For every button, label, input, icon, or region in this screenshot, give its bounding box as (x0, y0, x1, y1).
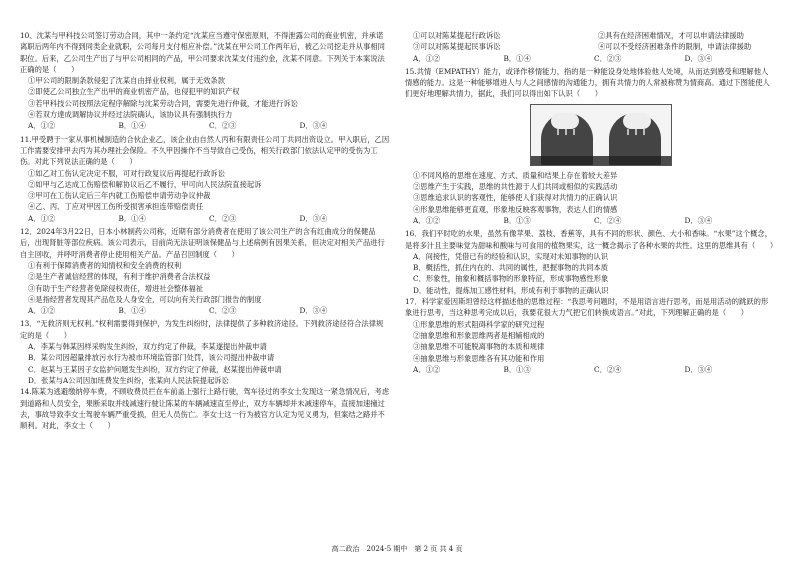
question-stem: 17．科学家爱因斯坦曾经这样描述他的思维过程：“我思考问题时，不是用语言进行思考，而是用活动的跳跃的形象进行思考，当这种思考完成以后，我要花很大力气把它们转换成语言。”对此，下列理解正确的是（ ） (405, 297, 769, 318)
option: C．赵某与王某因子女监护问题发生纠纷，双方约定了仲裁，赵某提出仲裁申请 (28, 364, 282, 374)
question-15 (405, 66, 775, 226)
choice-a: A．①② (413, 53, 441, 63)
question-17 (405, 296, 775, 375)
rain-cloud-icon (623, 113, 651, 129)
choice-a: A．①② (413, 364, 441, 374)
option: ④乙、丙、丁应对甲因工伤所受损害承担连带赔偿责任 (28, 202, 204, 212)
raindrop-icon (573, 129, 575, 135)
choice-b: B．①③ (503, 364, 531, 374)
option: ①形象思维的形式阻碍科学家的研究过程 (413, 319, 545, 329)
option: D．张某与A公司因加班费发生纠纷，张某向人民法院提起诉讼 (28, 375, 229, 385)
choice-d: D．③④ (684, 53, 713, 63)
raindrop-icon (557, 129, 559, 135)
option: ④可以不受经济困难条件的限制，申请法律援助 (598, 42, 752, 52)
option: ②思维产生于实践，思维的共性源于人们共同或相似的实践活动 (413, 182, 618, 192)
option: ①可以对陈某提起行政诉讼 (413, 31, 501, 40)
question-14-continued (405, 30, 775, 64)
question-stem: 12．2024年3月22日，日本小林制药公司称，近期有部分消费者在使用了该公司生产的含有红曲成分的保健品后，出现肾脏等部位疾病。该公司表示，目前尚无法证明该保健品与上述病例有因果关系，但决定对相关产品进行自主回收，并呼吁消费者停止使用相关产品。产品召回制度（ ） (20, 227, 385, 259)
option: A．李某与韩某因样采购发生纠纷，双方约定了仲裁，李某遂提出仲裁申请 (28, 342, 267, 352)
question-stem: 15.共情（EMPATHY）能力，或译作移情能力，指的是一种能设身处地体验他人处境，从而达到感受和理解他人情感的能力。这是一种能够增进人与人之间感情的沟通能力，拥有共情力的人常被称赞为情商高。通过下图能使人们更好地理解共情力，据此，我们可以得出如下认识（ ） (405, 66, 770, 99)
option: ④若双方達成调解协议并经过法院确认，该协议具有强制执行力 (28, 110, 233, 120)
question-12 (20, 226, 390, 316)
choice-c: C．②③ (209, 213, 237, 223)
option: ②是生产者诚信经营的体现，有利于维护消费者合法权益 (28, 272, 211, 282)
raindrop-icon (643, 129, 645, 135)
choice-a: A．①② (28, 306, 56, 316)
choice-c: C．②③ (209, 121, 237, 131)
choice-a: A．①② (413, 215, 441, 225)
option: ④是指经营者发现其产品危及人身安全，可以向有关行政部门报告的制度 (28, 294, 262, 304)
answer-choices (20, 305, 390, 316)
option: ④抽象思维与形象思维各有其功能和作用 (413, 353, 545, 363)
option: ①不同风格的思维在速度、方式、质量和结果上存在着较大差异 (413, 170, 618, 180)
question-14 (20, 386, 390, 431)
choice-c: C．②③ (209, 306, 237, 316)
empathy-illustration (530, 104, 672, 166)
question-stem: 16．我们平时吃的水果，虽然有像苹果、荔枝、香蕉等，具有不同的形状、颜色、大小和香味。“水果”这个概念，是将多汁且主要味觉为甜味和酸味与可食用的植物果实，这一概念揭示了各种水果的共性。这里的思维具有（ ） (405, 229, 778, 250)
choice-d: D．③④ (299, 121, 328, 131)
question-11 (20, 134, 390, 224)
choice-a: A．①② (28, 213, 56, 223)
option: ③思维追求认识的客观性，能够使人们获得对共情力的正确认识 (413, 193, 618, 203)
choice-c: C．②④ (594, 364, 622, 374)
question-stem: 13．“无救济则无权利。”权利需要得到保护，为发生纠纷时，法律提供了多种救济途径。下列救济途径符合法律规定的是（ ） (20, 319, 384, 340)
question-13 (20, 318, 390, 386)
choice-b: B．①④ (118, 306, 146, 316)
option: ②具有在经济困难情况，才可以申请法律援助 (598, 31, 744, 40)
option: ③甲可在工伤认定后三年内就工伤赔偿申请劳动争议仲裁 (28, 191, 211, 201)
page-footer: 高二政治 2024-5 期中 第 2 页 共 4 页 (331, 545, 463, 553)
question-stem: 14.陈某为逃避缴纳停车费，不顾收费员拦在车前盖上强行上路行驶，驾车径过的李女士发现这一紧急情况后，考虑到道路和人员安全，果断采取并线减速行驶让陈某的车辆减速直至停止，双方车辆却并未减速停车，直接加速撞过去，事故导致李女士驾驶车辆严重受损，但无人员伤亡。李女士这一行为被官方认定为见义勇为，但案结之路并不顺利。对此，李女士（ ） (20, 387, 390, 431)
option: ③可以对陈某提起民事诉讼 (413, 42, 501, 52)
option-row (405, 30, 775, 41)
option: B．概括性，抓住内在的、共同的属性，把握事物的共同本质 (413, 263, 609, 273)
right-column (405, 30, 778, 377)
answer-choices (405, 215, 775, 226)
question-stem: 10、沈某与甲科技公司签订劳动合同，其中一条约定“沈某应当遵守保密原则，不得泄露公司的商业机密，并承诺离职后两年内不得到同类企业就职，公司每月支付相应补偿。”沈某在甲公司工作两年后，被乙公司挖走并从事相同职位。后来，乙公司生产出了与甲公司相同的产品，甲公司要求沈某支付违约金，沈某不同意。下列关于本案说法正确的是（ ） (20, 31, 385, 74)
option: ③若甲科技公司按照法定程序解除与沈某劳动合同，需要先进行仲裁，才能进行诉讼 (28, 98, 298, 108)
answer-choices (20, 120, 390, 131)
raindrop-icon (635, 129, 637, 135)
option: D．能动性，提炼加工感性材料，形成有利于事物的正确认识 (413, 285, 609, 295)
choice-c: C．②③ (594, 53, 622, 63)
option: ②如甲与乙达成工伤赔偿和解协议后乙不履行，甲可向人民法院直接起诉 (28, 179, 262, 189)
left-column (20, 30, 390, 431)
rain-cloud-icon (551, 113, 579, 129)
question-16 (405, 228, 778, 296)
question-10 (20, 30, 390, 132)
answer-choices (20, 213, 390, 224)
choice-d: D．③④ (299, 306, 328, 316)
option: B．某公司因超量排放污水行为被市环境监管部门处罚，该公司提出仲裁申请 (28, 353, 275, 363)
option: ①有利于保障消费者的知情权和安全消费的权利 (28, 260, 182, 270)
option: ①甲公司的限制条款侵犯了沈某自由择业权利，属于无效条款 (28, 76, 226, 86)
question-stem: 11.甲受聘于一家从事机械制造的合伙企业乙，该企业由自然人丙和有限责任公司丁共同出资设立。甲入职后，乙因工作需要安排甲去丙为其办理社会保险。不久甲因操作不当导致自己受伤，相关行政部门依法认定甲的受伤为工伤。对此下列说法正确的是（ ） (20, 134, 390, 167)
option: ②抽象思维和形象思维两者是相辅相成的 (413, 330, 545, 340)
choice-a: A．①② (28, 121, 56, 131)
option: A．间接性，凭借已有的经验和认识，实现对未知事物的认识 (413, 251, 608, 261)
choice-c: C．②④ (594, 215, 622, 225)
choice-b: B．①④ (118, 121, 146, 131)
choice-b: B．①④ (118, 213, 146, 223)
option: ①如乙对工伤认定决定不服，可对行政复议后再提起行政诉讼 (28, 168, 226, 178)
option-row (405, 41, 775, 52)
option: ③有助于生产经营者免除侵权责任，增进社会整体福祉 (28, 283, 204, 293)
choice-d: D．③④ (684, 215, 713, 225)
raindrop-icon (565, 129, 567, 135)
option: ②即使乙公司独立生产出甲的商业机密产品，也侵犯甲的知识产权 (28, 87, 240, 97)
answer-choices (405, 53, 775, 64)
option: ③抽象思维不可能脱离事物的本质和规律 (413, 342, 545, 352)
choice-b: B．①④ (503, 53, 531, 63)
choice-d: D．③④ (684, 364, 713, 374)
option: ④形象思维能够更直观、形象地反映客观事物，表达人们的情感 (413, 204, 618, 214)
raindrop-icon (627, 129, 629, 135)
option: C．形象性，抽象和概括事物的形象特征，形成事物感性形象 (413, 274, 609, 284)
choice-d: D．③④ (299, 213, 328, 223)
illustration-caption-bar (531, 156, 671, 165)
answer-choices (405, 364, 775, 375)
choice-b: B．①③ (503, 215, 531, 225)
